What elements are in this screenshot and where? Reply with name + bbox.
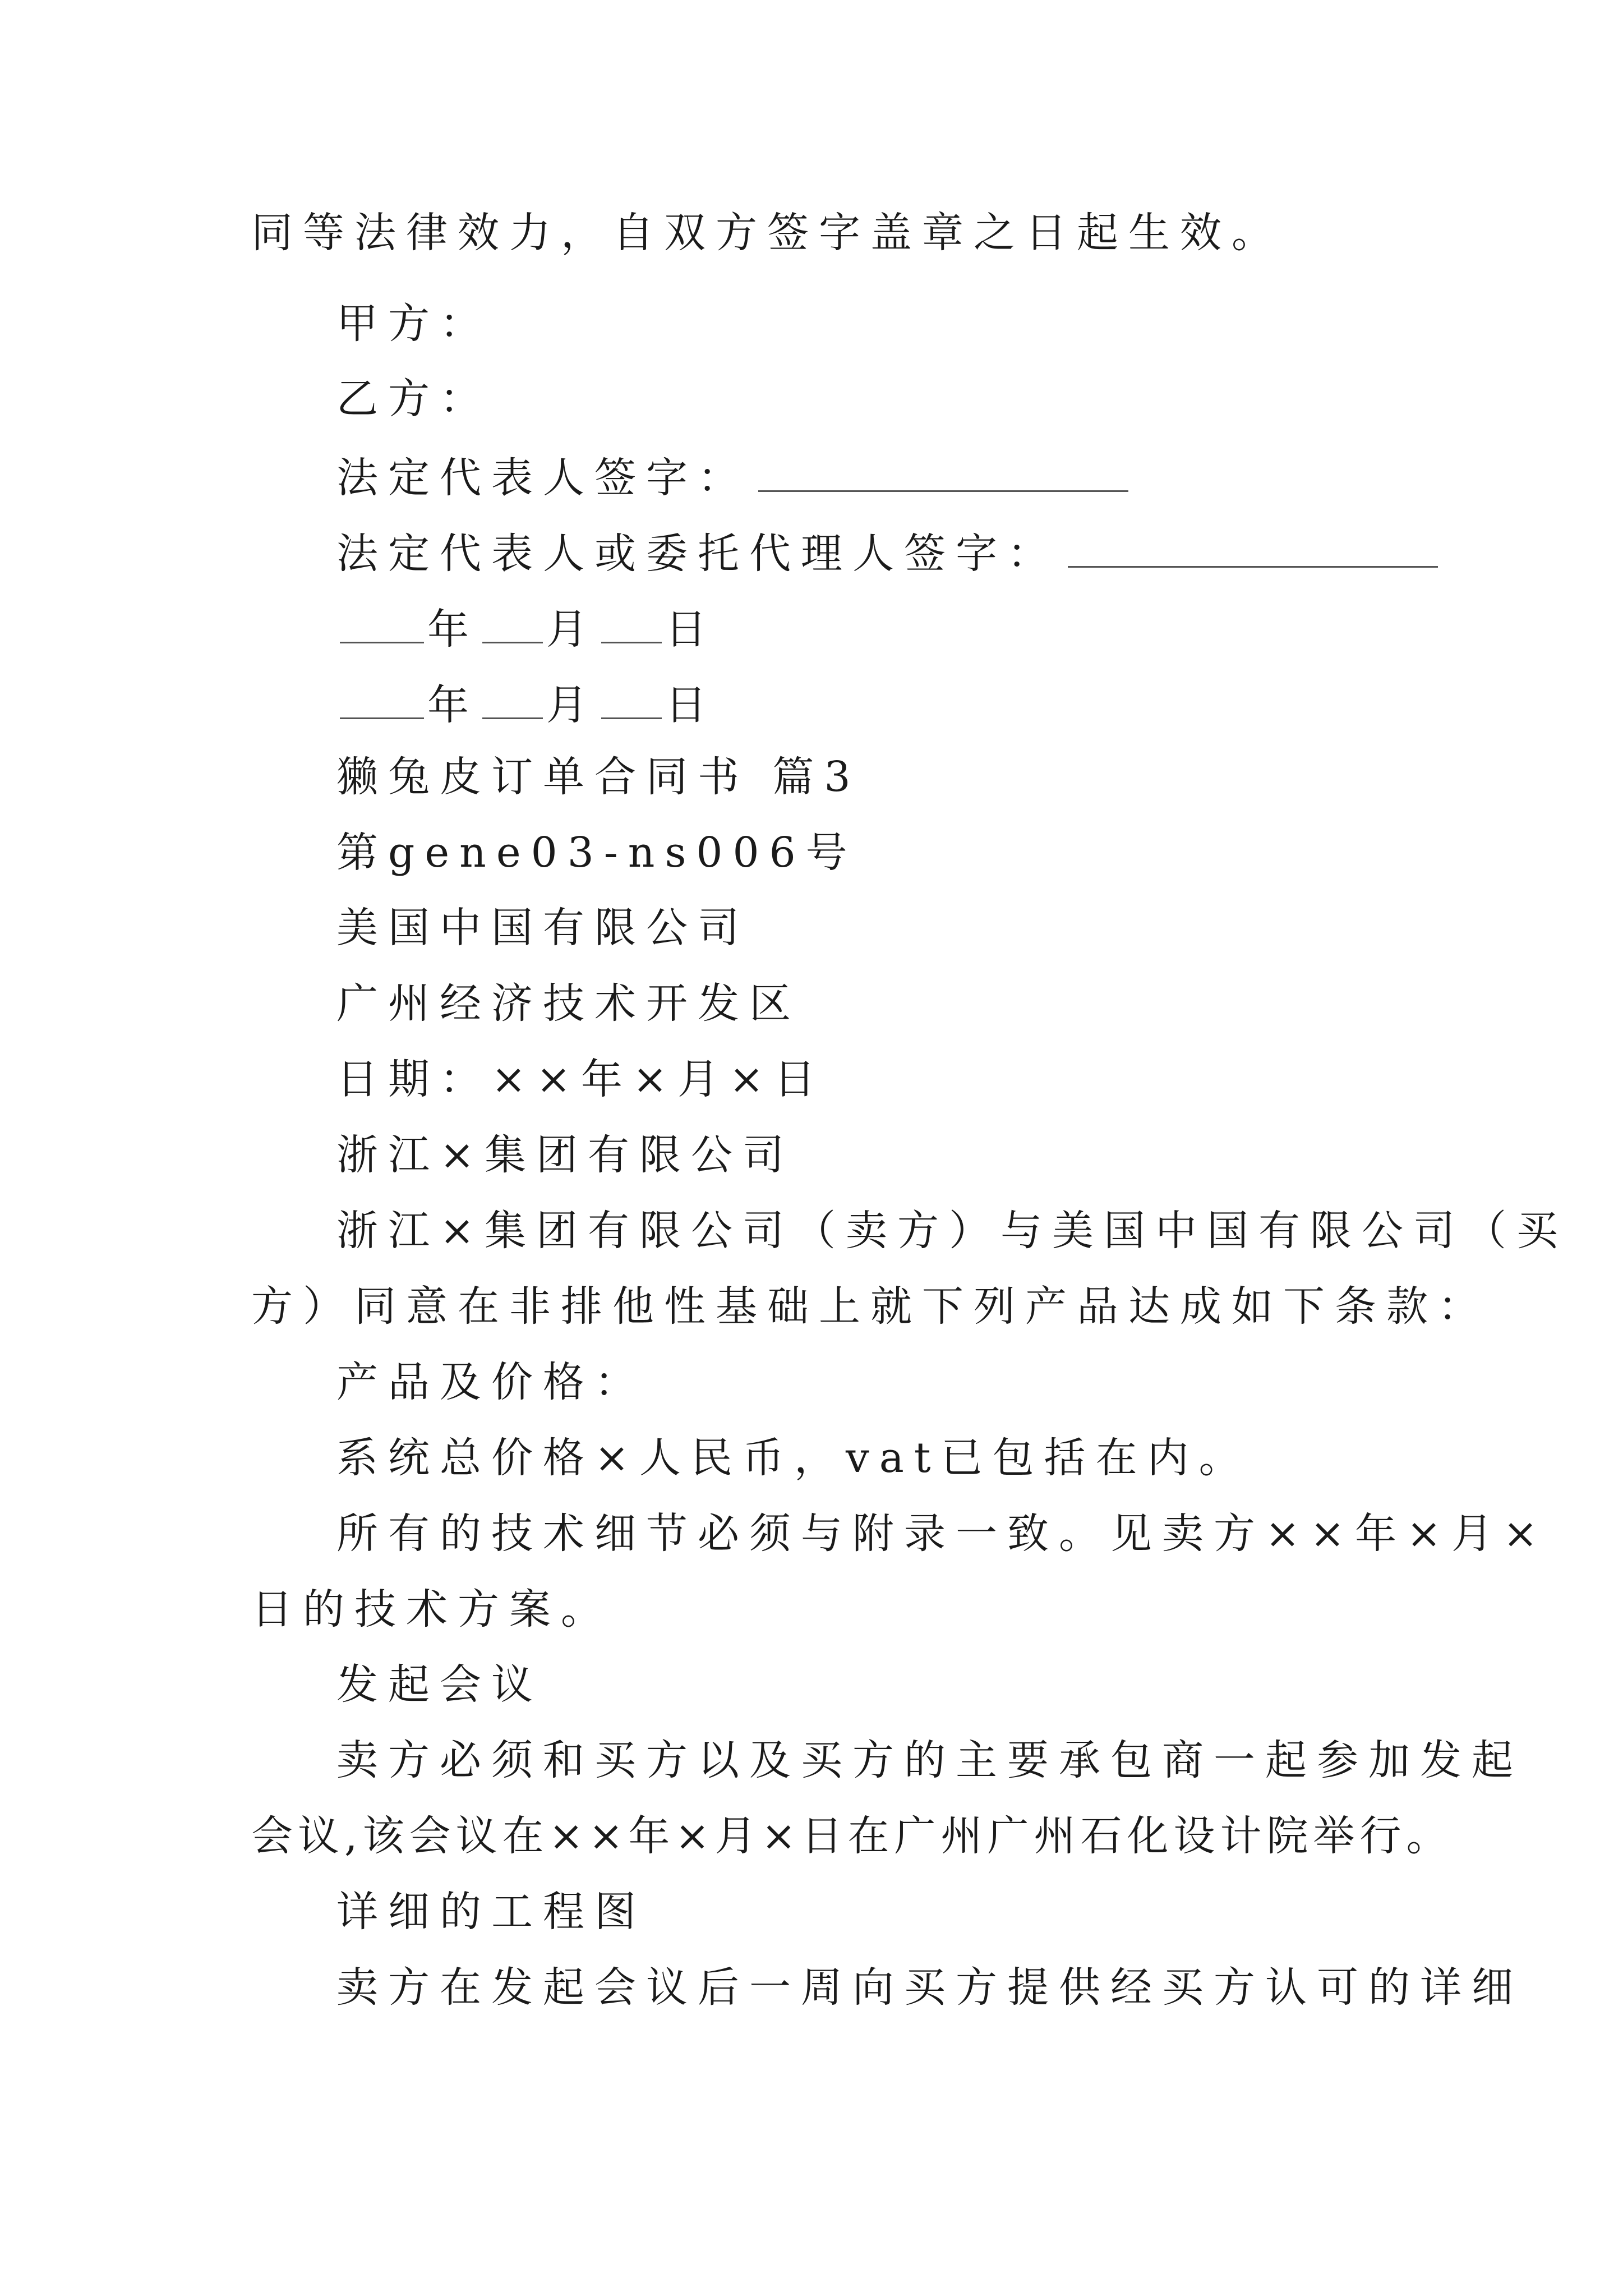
signature-blank xyxy=(758,453,1128,492)
date-fill-line xyxy=(336,680,717,729)
month-label: 月 xyxy=(546,605,598,654)
legal-rep-signature-line xyxy=(336,453,1132,502)
contract-number: 第gene03-ns006号 xyxy=(336,829,857,877)
tech-paragraph-line-1: 所有的技术细节必须与附录一致。见卖方××年×月× xyxy=(336,1510,1548,1558)
month-label: 月 xyxy=(546,681,598,729)
intro-paragraph-line-2: 方）同意在非排他性基础上就下列产品达成如下条款： xyxy=(251,1282,1490,1331)
day-label: 日 xyxy=(665,681,717,729)
text-line: 同等法律效力，自双方签字盖章之日起生效。 xyxy=(251,209,1283,257)
party-b-label: 乙方： xyxy=(336,375,491,423)
year-blank xyxy=(340,605,424,643)
rep-or-agent-signature-label: 法定代表人或委托代理人签字： xyxy=(336,530,1059,578)
seller-company: 浙江×集团有限公司 xyxy=(336,1131,795,1179)
kickoff-paragraph-line-1: 卖方必须和买方以及买方的主要承包商一起参加发起 xyxy=(336,1736,1523,1784)
year-label: 年 xyxy=(427,681,479,729)
heading-kickoff: 发起会议 xyxy=(336,1660,543,1709)
heading-products: 产品及价格： xyxy=(336,1358,646,1406)
month-blank xyxy=(482,605,543,643)
signature-blank xyxy=(1068,529,1438,568)
price-line: 系统总价格×人民币，vat已包括在内。 xyxy=(336,1434,1251,1482)
drawings-paragraph-line-1: 卖方在发起会议后一周向买方提供经买方认可的详细 xyxy=(336,1963,1523,2012)
buyer-company: 美国中国有限公司 xyxy=(336,904,749,952)
party-a-label: 甲方： xyxy=(336,300,491,348)
month-blank xyxy=(482,680,543,719)
section-title: 獭兔皮订单合同书 篇3 xyxy=(336,753,861,801)
kickoff-paragraph-line-2: 会议,该会议在××年×月×日在广州广州石化设计院举行。 xyxy=(251,1812,1453,1860)
tech-paragraph-line-2: 日的技术方案。 xyxy=(251,1585,612,1634)
day-label: 日 xyxy=(665,605,717,654)
date-fill-line xyxy=(336,605,717,654)
buyer-address: 广州经济技术开发区 xyxy=(336,979,801,1028)
heading-drawings: 详细的工程图 xyxy=(336,1888,646,1936)
day-blank xyxy=(601,680,662,719)
year-blank xyxy=(340,680,424,719)
year-label: 年 xyxy=(427,605,479,654)
date-line: 日期：××年×月×日 xyxy=(336,1055,826,1103)
legal-rep-signature-label: 法定代表人签字： xyxy=(336,454,749,502)
rep-or-agent-signature-line xyxy=(336,529,1441,578)
day-blank xyxy=(601,605,662,643)
intro-paragraph-line-1: 浙江×集团有限公司（卖方）与美国中国有限公司（买 xyxy=(336,1207,1569,1255)
